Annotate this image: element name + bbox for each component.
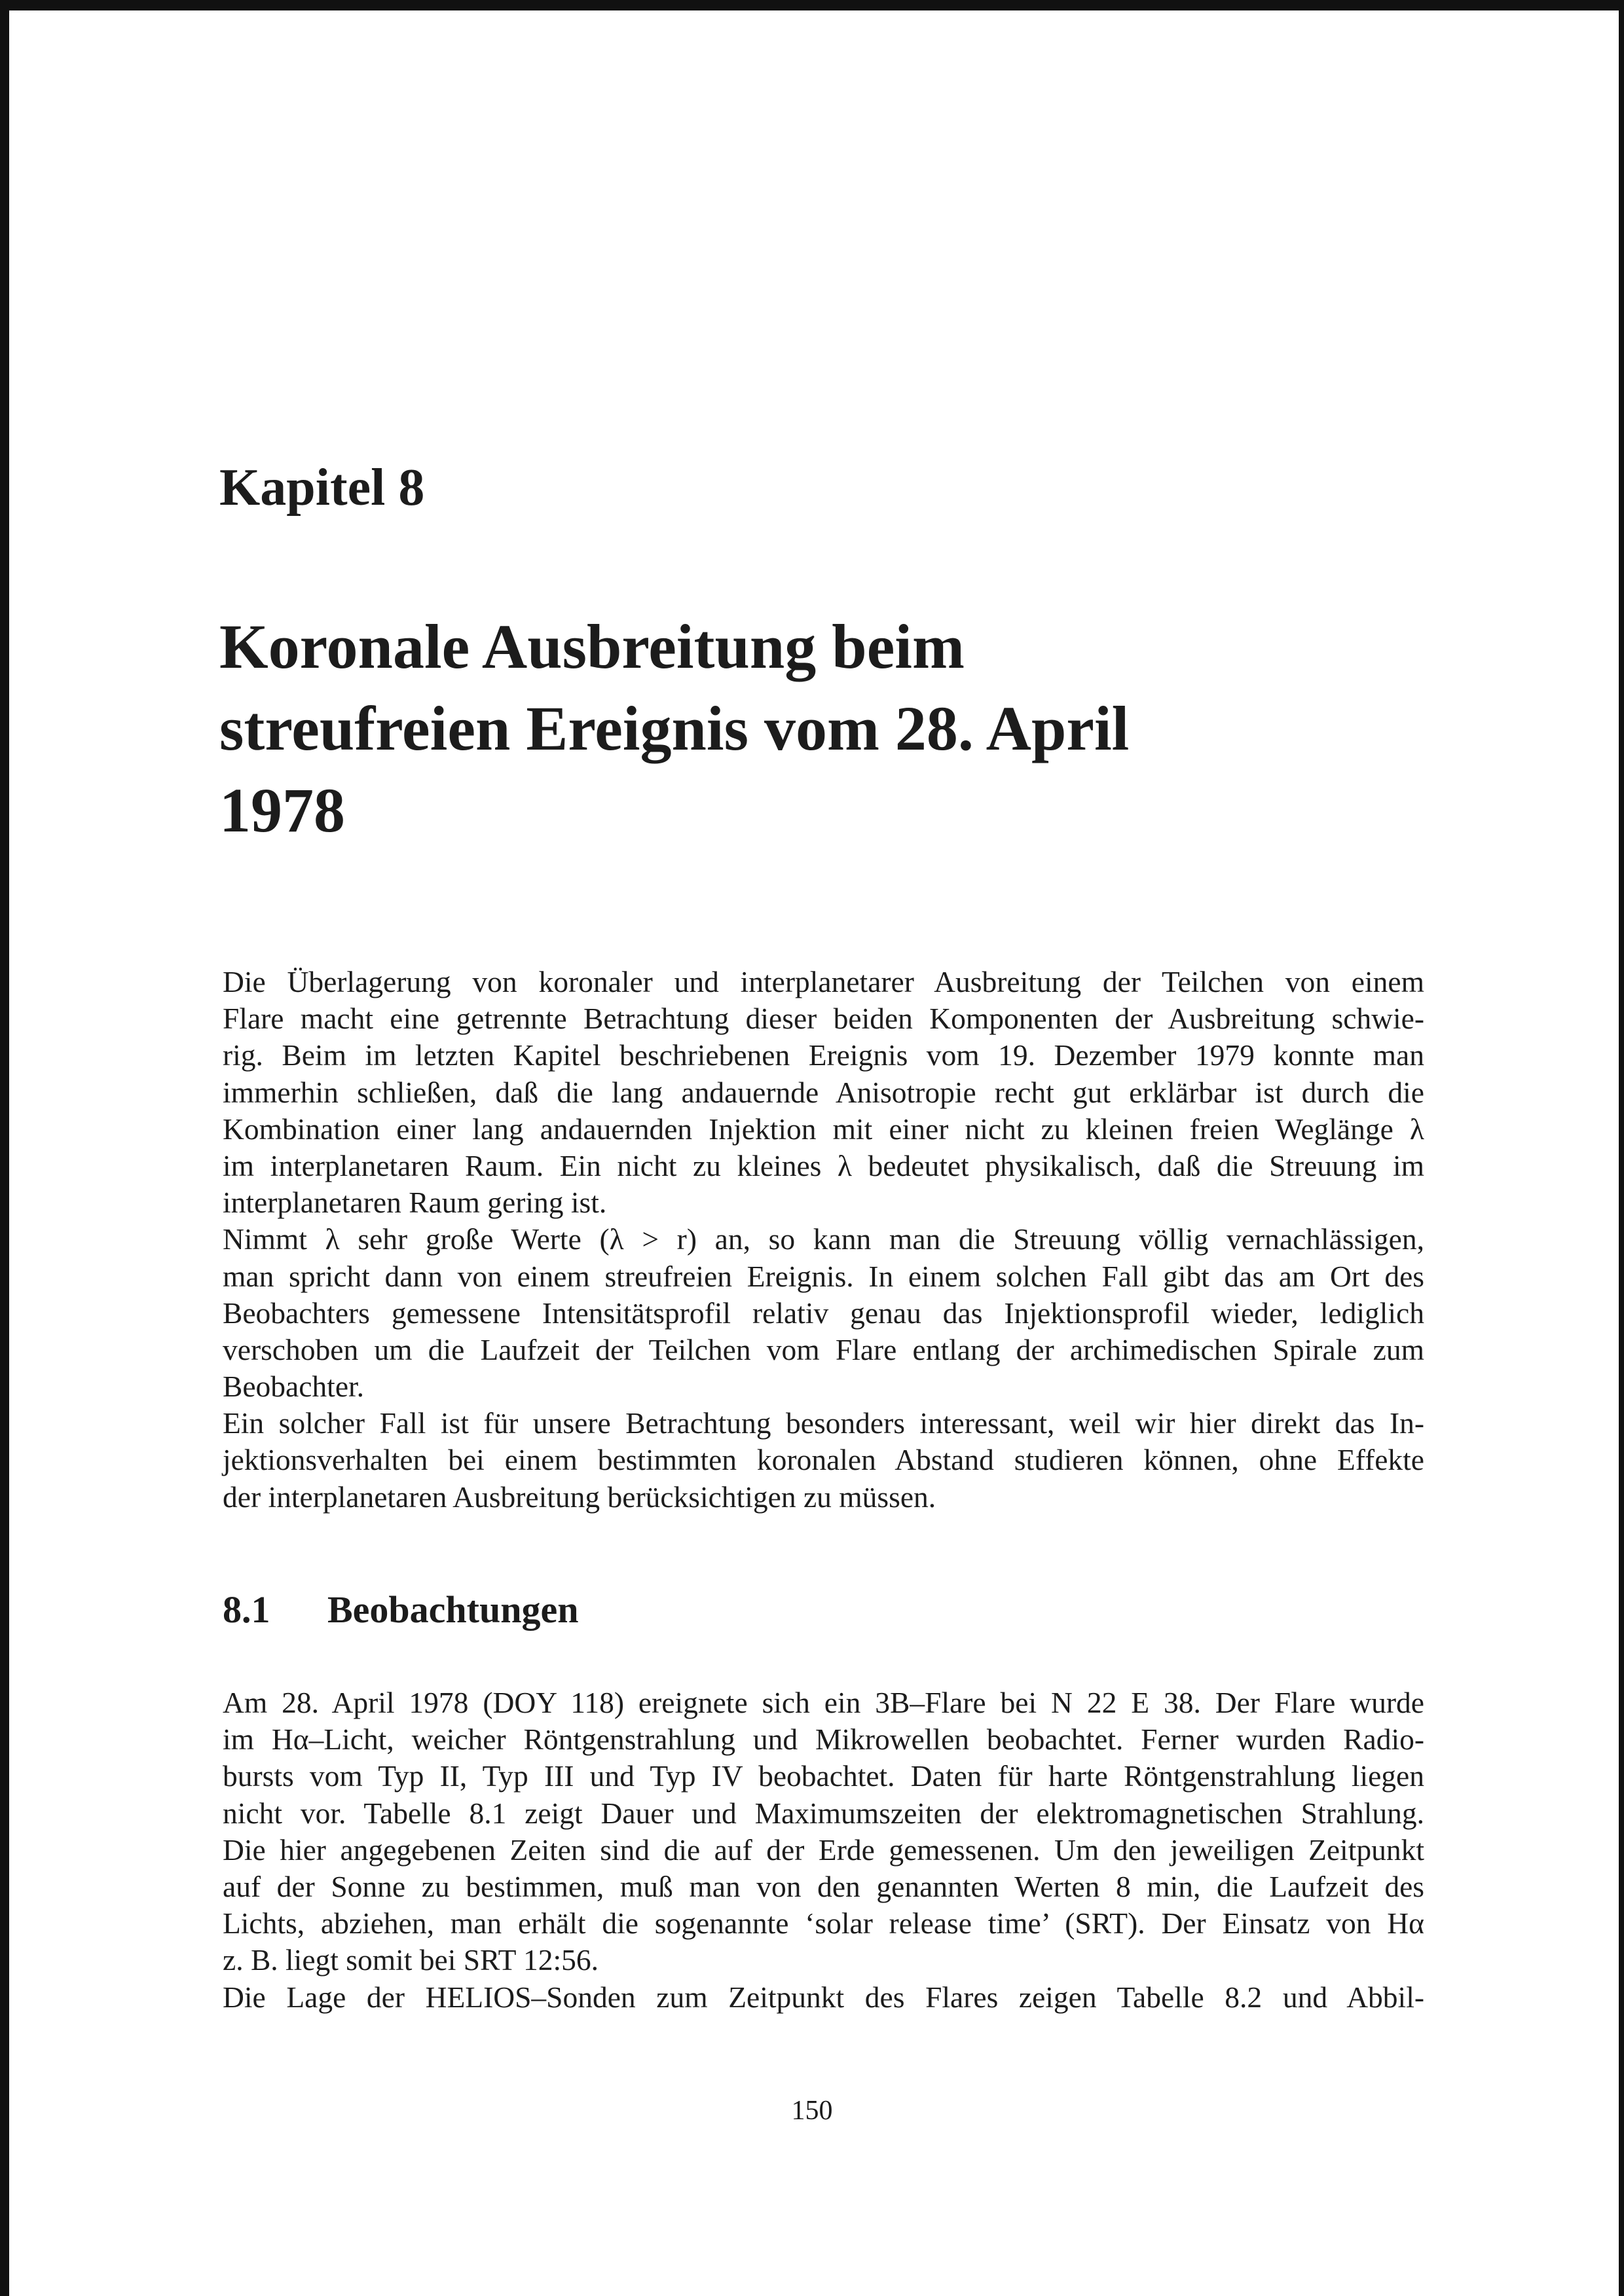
text-line: Die Lage der HELIOS–Sonden zum Zeitpunkt des Flares zeigen Tabelle 8.2 und Abbil-: [223, 1980, 1424, 2014]
text-line: Flare macht eine getrennte Betrachtung dieser beiden Komponenten der Ausbreitung schwie-: [223, 1002, 1424, 1036]
chapter-label: Kapitel 8: [219, 459, 425, 517]
text-line: rig. Beim im letzten Kapitel beschriebenen Ereignis vom 19. Dezember 1979 konnte man: [223, 1038, 1424, 1072]
page-number: 150: [791, 2096, 833, 2126]
section-paragraph: [223, 1979, 1424, 2016]
text-line: Am 28. April 1978 (DOY 118) ereignete sich ein 3B–Flare bei N 22 E 38. Der Flare wurde: [223, 1686, 1424, 1719]
scan-border-left: [0, 0, 9, 2296]
text-line: bursts vom Typ II, Typ III und Typ IV beobachtet. Daten für harte Röntgenstrahlung liegen: [223, 1759, 1424, 1793]
text-line: z. B. liegt somit bei SRT 12:56.: [223, 1943, 599, 1977]
intro-paragraph: [223, 964, 1424, 1221]
text-line: immerhin schließen, daß die lang andauernde Anisotropie recht gut erklärbar ist durch die: [223, 1075, 1424, 1109]
text-line: interplanetaren Raum gering ist.: [223, 1186, 607, 1220]
intro-paragraph: [223, 1221, 1424, 1405]
scan-border-top: [0, 0, 1624, 10]
text-line: Nimmt λ sehr große Werte (λ > r) an, so kann man die Streuung völlig vernachlässigen,: [223, 1222, 1424, 1256]
text-line: Die Überlagerung von koronaler und interplanetarer Ausbreitung der Teilchen von einem: [223, 965, 1424, 998]
text-line: Beobachters gemessene Intensitätsprofil relativ genau das Injektionsprofil wieder, lediglich: [223, 1296, 1424, 1330]
chapter-title-line: Koronale Ausbreitung beim: [219, 611, 965, 682]
text-line: Kombination einer lang andauernden Injektion mit einer nicht zu kleinen freien Weglänge λ: [223, 1112, 1424, 1146]
text-line: Die hier angegebenen Zeiten sind die auf der Erde gemessenen. Um den jeweiligen Zeitpunkt: [223, 1832, 1424, 1867]
chapter-title: [219, 606, 1464, 851]
chapter-title-line: streufreien Ereignis vom 28. April: [219, 693, 1130, 763]
scan-border-right: [1619, 0, 1624, 2296]
text-line: auf der Sonne zu bestimmen, muß man von den genannten Werten 8 min, die Laufzeit des: [223, 1869, 1424, 1903]
text-line: nicht vor. Tabelle 8.1 zeigt Dauer und Maximumszeiten der elektromagnetischen Strahlung.: [223, 1796, 1424, 1830]
intro-paragraph: [223, 1405, 1424, 1516]
text-line: jektionsverhalten bei einem bestimmten koronalen Abstand studieren können, ohne Effekte: [223, 1443, 1424, 1477]
section-paragraph: [223, 1685, 1424, 1979]
text-line: der interplanetaren Ausbreitung berücksichtigen zu müssen.: [223, 1480, 936, 1514]
text-line: verschoben um die Laufzeit der Teilchen vom Flare entlang der archimedischen Spirale zum: [223, 1332, 1424, 1366]
section-title: Beobachtungen: [327, 1588, 579, 1631]
intro-text: [223, 964, 1424, 1516]
text-line: man spricht dann von einem streufreien Ereignis. In einem solchen Fall gibt das am Ort des: [223, 1259, 1424, 1293]
section-text: [223, 1685, 1424, 2016]
text-line: Ein solcher Fall ist für unsere Betrachtung besonders interessant, weil wir hier direkt das In-: [223, 1406, 1424, 1440]
text-line: Beobachter.: [223, 1370, 365, 1404]
text-line: Lichts, abziehen, man erhält die sogenannte ‘solar release time’ (SRT). Der Einsatz von Hα: [223, 1906, 1424, 1941]
section-number: 8.1: [223, 1588, 270, 1631]
text-line: im interplanetaren Raum. Ein nicht zu kleines λ bedeutet physikalisch, daß die Streuung im: [223, 1148, 1424, 1182]
chapter-title-line: 1978: [219, 775, 345, 845]
section-heading: [223, 1588, 579, 1631]
text-line: im Hα–Licht, weicher Röntgenstrahlung und Mikrowellen beobachtet. Ferner wurden Radio-: [223, 1722, 1424, 1757]
